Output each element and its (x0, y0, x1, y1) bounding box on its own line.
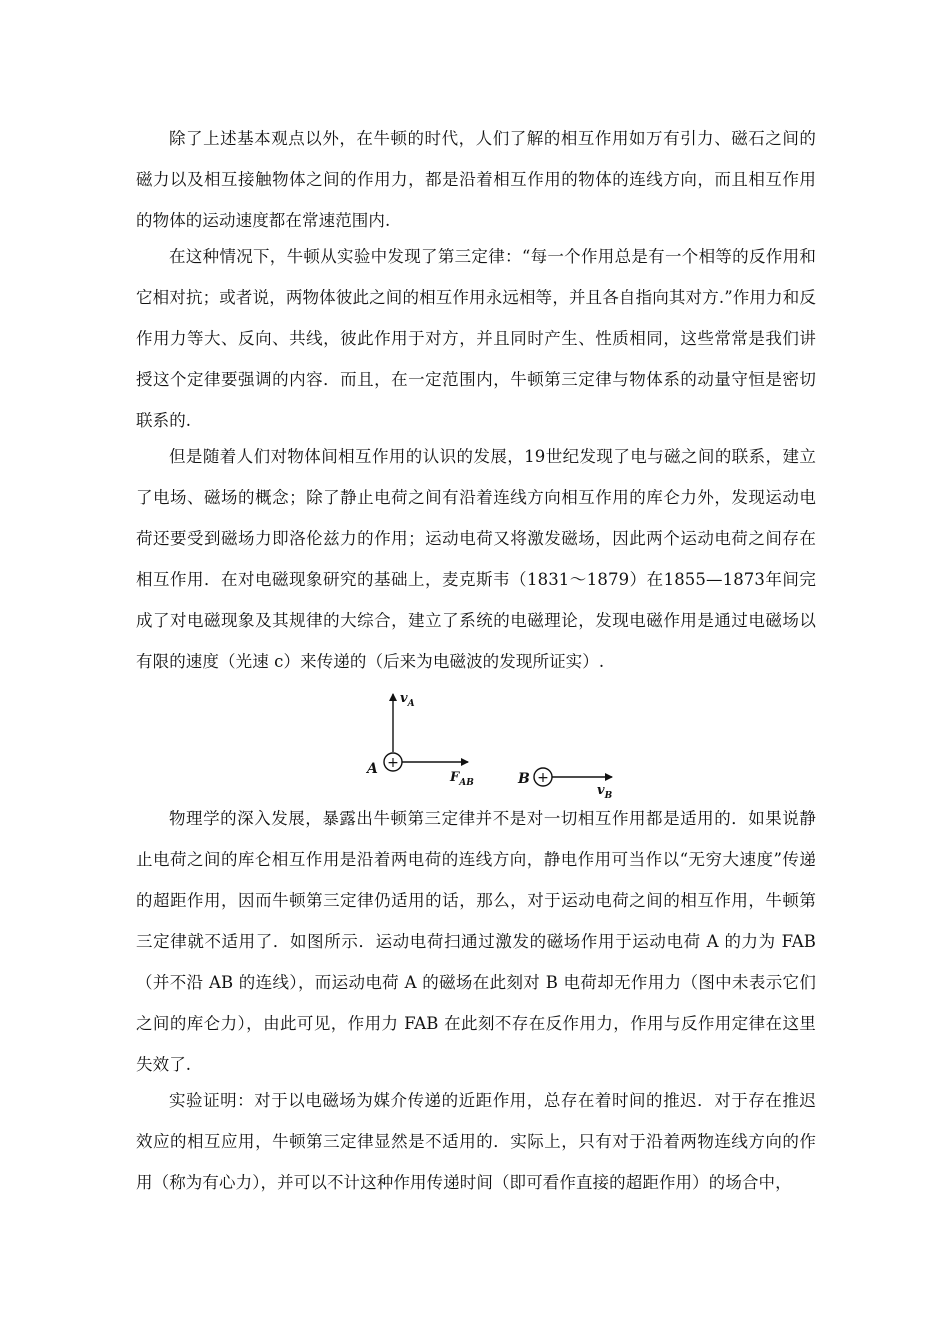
charge-a-plus: + (387, 755, 399, 771)
charge-a-label: A (367, 761, 378, 777)
velocity-b-label: $v_B$ (597, 783, 613, 801)
moving-charges-diagram (360, 688, 620, 801)
charge-b-label: B (518, 771, 530, 787)
paragraph-2: 在这种情况下，牛顿从实验中发现了第三定律：“每一个作用总是有一个相等的反作用和它相对抗；或者说，两物体彼此之间的相互作用永远相等，并且各自指向其对方.”作用力和反作用力等大、反向、共线，彼此作用于对方，并且同时产生、性质相同，这些常常是我们讲授这个定律要强调的内容．而且，在一定范围内，牛顿第三定律与物体系的动量守恒是密切联系的. (136, 247, 816, 430)
paragraph-3: 但是随着人们对物体间相互作用的认识的发展，19世纪发现了电与磁之间的联系，建立了电场、磁场的概念；除了静止电荷之间有沿着连线方向相互作用的库仑力外，发现运动电荷还要受到磁场力即洛伦兹力的作用；运动电荷又将激发磁场，因此两个运动电荷之间存在相互作用．在对电磁现象研究的基础上，麦克斯韦（1831～1879）在1855—1873年间完成了对电磁现象及其规律的大综合，建立了系统的电磁理论，发现电磁作用是通过电磁场以有限的速度（光速 c）来传递的（后来为电磁波的发现所证实）. (136, 447, 816, 671)
paragraph-5: 实验证明：对于以电磁场为媒介传递的近距作用，总存在着时间的推迟．对于存在推迟效应的相互应用，牛顿第三定律显然是不适用的．实际上，只有对于沿着两物连线方向的作用（称为有心力），并可以不计这种作用传递时间（即可看作直接的超距作用）的场合中， (136, 1091, 816, 1192)
velocity-a-label: $v_A$ (400, 691, 415, 709)
paragraph-1: 除了上述基本观点以外，在牛顿的时代，人们了解的相互作用如万有引力、磁石之间的磁力以及相互接触物体之间的作用力，都是沿着相互作用的物体的连线方向，而且相互作用的物体的运动速度都在常速范围内. (136, 129, 816, 230)
paragraph-4: 物理学的深入发展，暴露出牛顿第三定律并不是对一切相互作用都是适用的．如果说静止电荷之间的库仑相互作用是沿着两电荷的连线方向，静电作用可当作以“无穷大速度”传递的超距作用，因而牛顿第三定律仍适用的话，那么，对于运动电荷之间的相互作用，牛顿第三定律就不适用了．如图所示．运动电荷扫通过激发的磁场作用于运动电荷 A 的力为 FAB（并不沿 AB 的连线），而运动电荷 A 的磁场在此刻对 B 电荷却无作用力（图中未表示它们之间的库仑力），由此可见，作用力 FAB 在此刻不存在反作用力，作用与反作用定律在这里失效了. (136, 809, 816, 1074)
charge-b-plus: + (537, 770, 549, 786)
moving-charges-figure (360, 688, 620, 801)
force-ab-label: $F_{AB}$ (450, 770, 474, 788)
